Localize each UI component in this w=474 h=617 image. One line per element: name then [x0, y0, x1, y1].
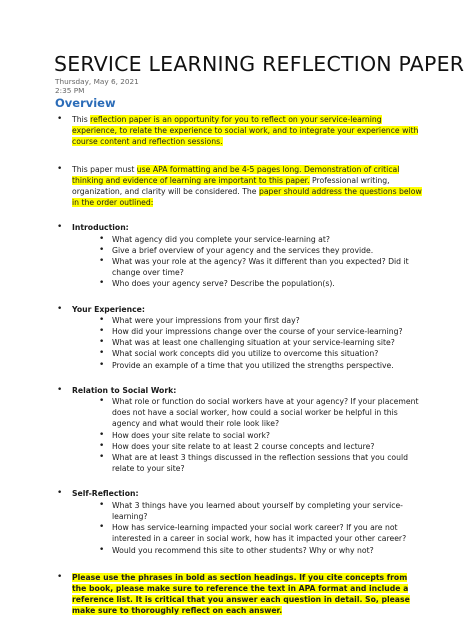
highlighted-text: Please use the phrases in bold as section headings. If you cite concepts from the book, please make sure to reference the text in APA format and include a reference list. It is critical that you answer each question in detail. So, please make sure to thoroughly reflect on each answer. — [72, 572, 410, 616]
section-self-reflection — [54, 488, 422, 499]
section-heading-overview: Overview — [55, 96, 116, 110]
bullet-icon: • — [99, 452, 105, 463]
list-item: • What are at least 3 things discussed in the reflection sessions that you could relate to your site? — [99, 452, 409, 474]
bullet-icon: • — [99, 348, 105, 359]
page-title: SERVICE LEARNING REFLECTION PAPER — [54, 52, 465, 76]
bullet-icon: • — [99, 440, 105, 451]
bullet-icon: • — [99, 429, 105, 440]
list-item: • What were your impressions from your first day? — [99, 314, 300, 325]
highlighted-text: reflection paper is an opportunity for you to reflect on your service-learning experience, to relate the experience to social work, and to integrate your experience with course content and reflection sessions. — [72, 115, 419, 147]
bullet-icon: • — [57, 571, 63, 582]
list-item: • What role or function do social workers have at your agency? If your placement does not have a social worker, how could a social worker be helpful in this agency and what would their role look like? — [99, 396, 419, 429]
note-date: Thursday, May 6, 2021 — [55, 77, 139, 86]
list-item: • What social work concepts did you utilize to overcome this situation? — [99, 348, 379, 359]
bullet-icon: • — [99, 396, 105, 407]
section-experience — [54, 304, 422, 315]
note-time: 2:35 PM — [55, 86, 85, 95]
list-item: • How does your site relate to social work? — [99, 429, 270, 440]
document-body — [54, 114, 422, 617]
bullet-icon: • — [99, 314, 105, 325]
bullet-icon: • — [99, 256, 105, 267]
section-label: Self-Reflection: — [72, 489, 139, 499]
bullet-icon: • — [99, 233, 105, 244]
list-item: • What was your role at the agency? Was it different than you expected? Did it change over time? — [99, 256, 409, 278]
bullet-icon: • — [57, 488, 63, 499]
bullet-icon: • — [99, 337, 105, 348]
list-item: • How did your impressions change over the course of your service-learning? — [99, 326, 403, 337]
list-item: • How has service-learning impacted your social work career? If you are not interested in a career in social work, how has it impacted your other career? — [99, 522, 407, 544]
list-item: • What agency did you complete your service-learning at? — [99, 233, 330, 244]
section-relation — [54, 385, 422, 396]
paragraph-final-instructions — [54, 572, 422, 617]
paragraph-requirements: • This paper must use APA formatting and be 4-5 pages long. Demonstration of critical thinking and evidence of learning are important to this paper. Professional writing, organization, and clarity will be considered. The paper should address the questions below in the order outlined: — [57, 163, 422, 208]
list-item: • What was at least one challenging situation at your service-learning site? — [99, 337, 395, 348]
highlighted-text: paper should address the questions below in the order outlined: — [72, 187, 422, 208]
bullet-icon: • — [99, 522, 105, 533]
bullet-icon: • — [99, 359, 105, 370]
bullet-icon: • — [57, 222, 63, 233]
bullet-icon: • — [57, 114, 63, 124]
list-item: • Provide an example of a time that you utilized the strengths perspective. — [99, 359, 394, 370]
paragraph-purpose: • This reflection paper is an opportunity for you to reflect on your service-learning experience, to relate the experience to social work, and to integrate your experience with course content and reflection sessions. — [57, 114, 419, 147]
section-label: Introduction: — [72, 223, 129, 233]
bullet-icon: • — [99, 499, 105, 510]
section-label: Your Experience: — [72, 304, 145, 314]
list-item: • Who does your agency serve? Describe the population(s). — [99, 278, 335, 289]
bullet-icon: • — [57, 303, 63, 314]
bullet-icon: • — [99, 326, 105, 337]
bullet-icon: • — [99, 544, 105, 555]
bullet-icon: • — [57, 163, 63, 174]
bullet-icon: • — [57, 384, 63, 395]
section-label: Relation to Social Work: — [72, 385, 177, 395]
bullet-icon: • — [99, 278, 105, 289]
list-item: • Would you recommend this site to other students? Why or why not? — [99, 544, 374, 555]
bullet-icon: • — [99, 244, 105, 255]
list-item: • How does your site relate to at least 2 course concepts and lecture? — [99, 440, 375, 451]
list-item: • What 3 things have you learned about yourself by completing your service-learning? — [99, 499, 403, 521]
section-introduction — [54, 222, 422, 233]
list-item: • Give a brief overview of your agency and the services they provide. — [99, 244, 374, 255]
highlighted-text: use APA formatting and be 4-5 pages long. Demonstration of critical thinking and evidence of learning are important to this paper. — [72, 164, 400, 185]
